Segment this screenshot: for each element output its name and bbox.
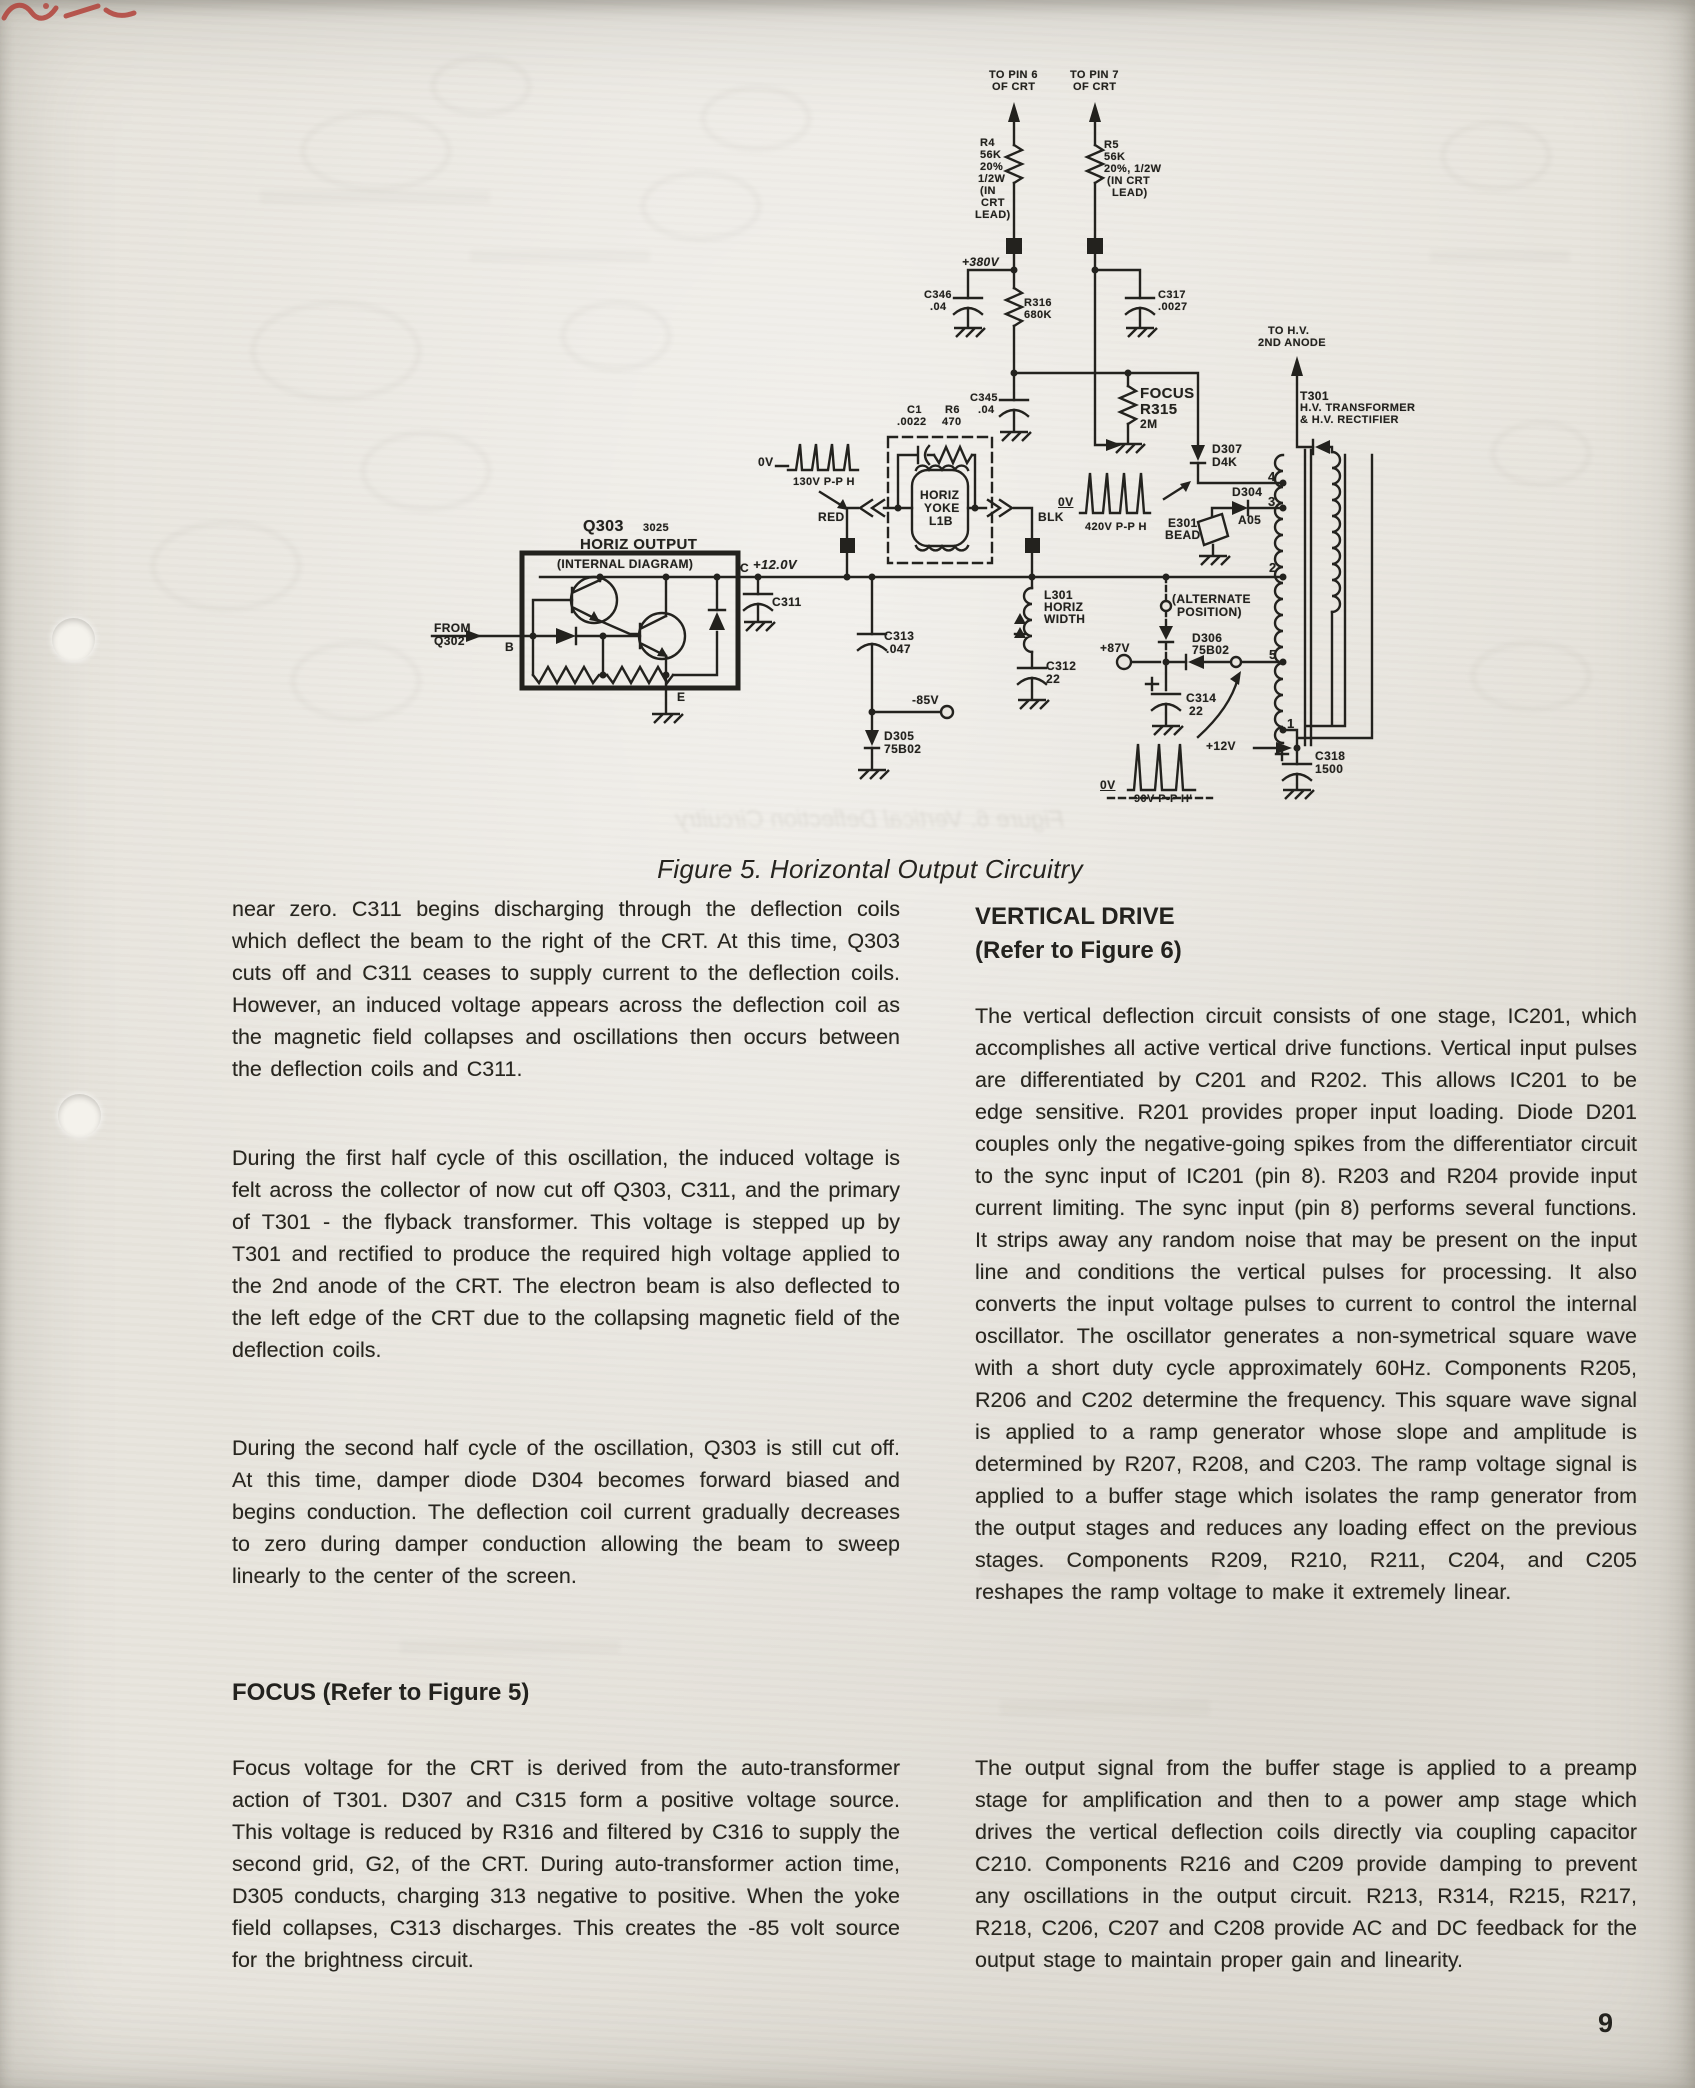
schematic-label: D306 [1192,631,1223,645]
schematic-label: CRT [981,197,1005,209]
schematic-label: .047 [886,642,911,656]
schematic-label: .0022 [897,416,927,428]
schematic-label: C345 [970,392,998,404]
schematic-label: T301 [1300,389,1329,403]
circuit-diagram [0,0,1695,870]
schematic-label: D307 [1212,442,1243,456]
schematic-label: (INTERNAL DIAGRAM) [557,557,694,571]
figure-5-schematic [0,0,1695,870]
schematic-label: HORIZ [920,488,960,502]
vertical-drive-heading: VERTICAL DRIVE [975,903,1175,930]
schematic-label: 3025 [643,522,670,534]
schematic-label: 22 [1189,704,1204,718]
schematic-label: 2M [1140,417,1158,431]
schematic-label: Q302 [434,634,465,648]
schematic-label: .04 [930,301,947,313]
schematic-label: L301 [1044,588,1073,602]
schematic-label: R316 [1024,297,1052,309]
schematic-label: TO PIN 7 [1070,69,1119,81]
schematic-label: C317 [1158,289,1186,301]
schematic-label: 420V P-P H [1085,521,1147,533]
schematic-label: 470 [942,416,962,428]
schematic-label: D304 [1232,485,1263,499]
focus-heading: FOCUS (Refer to Figure 5) [232,1679,530,1706]
schematic-label: -85V [912,693,939,707]
paragraph: During the second half cycle of the oscillation, Q303 is still cut off. At this time, damper diode D304 becomes forward biased and begins conduction. The deflection coil current gradually decreases to zero during damper conduction allowing the beam to sweep linearly to the center of the screen. [232,1436,900,1588]
schematic-label: D4K [1212,455,1238,469]
schematic-label: B [505,640,515,654]
schematic-label: 22 [1046,672,1061,686]
schematic-label: A05 [1238,513,1262,527]
schematic-label: 1500 [1315,762,1344,776]
schematic-label: 4 [1268,469,1276,484]
schematic-label: 75B02 [884,742,922,756]
schematic-label: FROM [434,621,471,635]
schematic-label: 20%, 1/2W [1104,163,1162,175]
schematic-label: 0V [1058,495,1074,509]
schematic-label: WIDTH [1044,612,1086,626]
schematic-label: LEAD) [975,209,1011,221]
schematic-label: R6 [945,404,960,416]
schematic-label: BEAD [1165,528,1201,542]
schematic-label: 20% [980,161,1004,173]
schematic-label: 75B02 [1192,643,1230,657]
schematic-label: 56K [980,149,1002,161]
schematic-label: D305 [884,729,915,743]
schematic-label: 0V [1100,778,1116,792]
schematic-label: 5 [1269,647,1277,662]
schematic-label: TO H.V. [1268,325,1310,337]
schematic-label: .04 [978,404,995,416]
schematic-label: (ALTERNATE [1172,592,1251,606]
bleed-through-caption: Figure 6. Vertical Deflection Circuitry [675,806,1065,833]
schematic-label: FOCUS [1140,385,1195,402]
schematic-label: C314 [1186,691,1217,705]
schematic-label: C313 [884,629,915,643]
schematic-label: .0027 [1158,301,1188,313]
paragraph: The output signal from the buffer stage is applied to a preamp stage for amplification and then to a power amp stage which drives the vertical deflection coils directly via coupling capacitor C210. Components R216 and C209 provide damping to prevent any oscillations in the output circuit. R213, R314, R215, R217, R218, C206, C207 and C208 provide AC and DC feedback for the output stage to maintain proper gain and linearity. [975,1756,1637,1972]
schematic-label: RED [818,510,845,524]
schematic-label: 130V P-P H [793,476,855,488]
schematic-label: L1B [929,514,953,528]
schematic-label: YOKE [924,501,960,515]
schematic-label: 2 [1269,560,1277,575]
schematic-label: H.V. TRANSFORMER [1300,402,1416,414]
schematic-label: 90V P-P H' [1134,793,1193,805]
schematic-label: 2ND ANODE [1258,337,1326,349]
schematic-label: +12V [1206,739,1236,753]
schematic-label: C [740,561,750,575]
schematic-label: & H.V. RECTIFIER [1300,414,1399,426]
schematic-label: (IN CRT [1107,175,1151,187]
vertical-drive-subheading: (Refer to Figure 6) [975,937,1182,964]
schematic-label: C346 [924,289,952,301]
schematic-label: +12.0V [753,557,797,572]
schematic-label: 0V [758,455,774,469]
schematic-label: C311 [772,595,802,609]
paragraph: During the first half cycle of this oscillation, the induced voltage is felt across the collector of now cut off Q303, C311, and the primary of T301 - the flyback transformer. This voltage is stepped up by T301 and rectified to produce the required high voltage applied to the 2nd anode of the CRT. The electron beam is also deflected to the left edge of the CRT due to the collapsing magnetic field of the deflection coils. [232,1146,900,1362]
schematic-label: 1 [1287,716,1295,731]
schematic-label: TO PIN 6 [989,69,1038,81]
schematic-label: OF CRT [992,81,1036,93]
schematic-label: 56K [1104,151,1126,163]
hole-punch [58,1094,101,1137]
paragraph: near zero. C311 begins discharging through the deflection coils which deflect the beam to the right of the CRT. At this time, Q303 cuts off and C311 ceases to supply current to the deflection coils. However, an induced voltage appears across the deflection coil as the magnetic field collapses and oscillations then occurs between the deflection coils and C311. [232,897,900,1081]
schematic-label: 1/2W [978,173,1006,185]
schematic-label: +380V [962,255,1000,269]
schematic-label: E [677,690,686,704]
schematic-label: R315 [1140,401,1178,418]
paragraph: Focus voltage for the CRT is derived from the auto-transformer action of T301. D307 and C315 form a positive voltage source. This voltage is reduced by R316 and filtered by C316 to supply the second grid, G2, of the CRT. During auto-transformer action time, D305 conducts, charging 313 negative to positive. When the yoke field collapses, C313 discharges. This creates the -85 volt source for the brightness circuit. [232,1756,900,1972]
schematic-label: (IN [980,185,996,197]
page-number: 9 [1598,2008,1614,2038]
schematic-label: POSITION) [1177,605,1242,619]
schematic-label: LEAD) [1112,187,1148,199]
schematic-label: C1 [907,404,922,416]
schematic-label: HORIZ [1044,600,1084,614]
schematic-label: OF CRT [1073,81,1117,93]
schematic-label: R5 [1104,139,1119,151]
figure-caption: Figure 5. Horizontal Output Circuitry [657,854,1083,884]
schematic-label: C312 [1046,659,1077,673]
schematic-label: +87V [1100,641,1130,655]
paragraph: The vertical deflection circuit consists of one stage, IC201, which accomplishes all active vertical drive functions. Vertical input pulses are differentiated by C201 and R202. This allows IC201 to be edge sensitive. R201 provides proper input loading. Diode D201 couples only the negative-going spikes from the differentiator circuit to the sync input of IC201 (pin 8). R203 and R204 provide input current limiting. The sync input (pin 8) performs several functions. It strips away any random noise that may be present on the input line and conditions the vertical pulses for processing. It also converts the input voltage pulses to current to control the internal oscillator. The oscillator generates a non-symetrical square wave with a short duty cycle approximately 60Hz. Components R205, R206 and C202 determine the frequency. This square wave signal is applied to a ramp generator whose slope and amplitude is determined by R207, R208, and C203. The ramp voltage signal is applied to a buffer stage which isolates the ramp generator from the output stages and reduces any loading effect on the previous stages. Components R209, R210, R211, C204, and C205 reshapes the ramp voltage to make it extremely linear. [975,1004,1637,1604]
schematic-label: HORIZ OUTPUT [580,536,698,553]
schematic-label: 680K [1024,309,1052,321]
schematic-label: BLK [1038,510,1064,524]
schematic-label: 3 [1268,494,1276,509]
schematic-label: Q303 [583,518,624,535]
schematic-label: C318 [1315,749,1346,763]
schematic-label: R4 [980,137,995,149]
schematic-label: E301 [1168,516,1198,530]
